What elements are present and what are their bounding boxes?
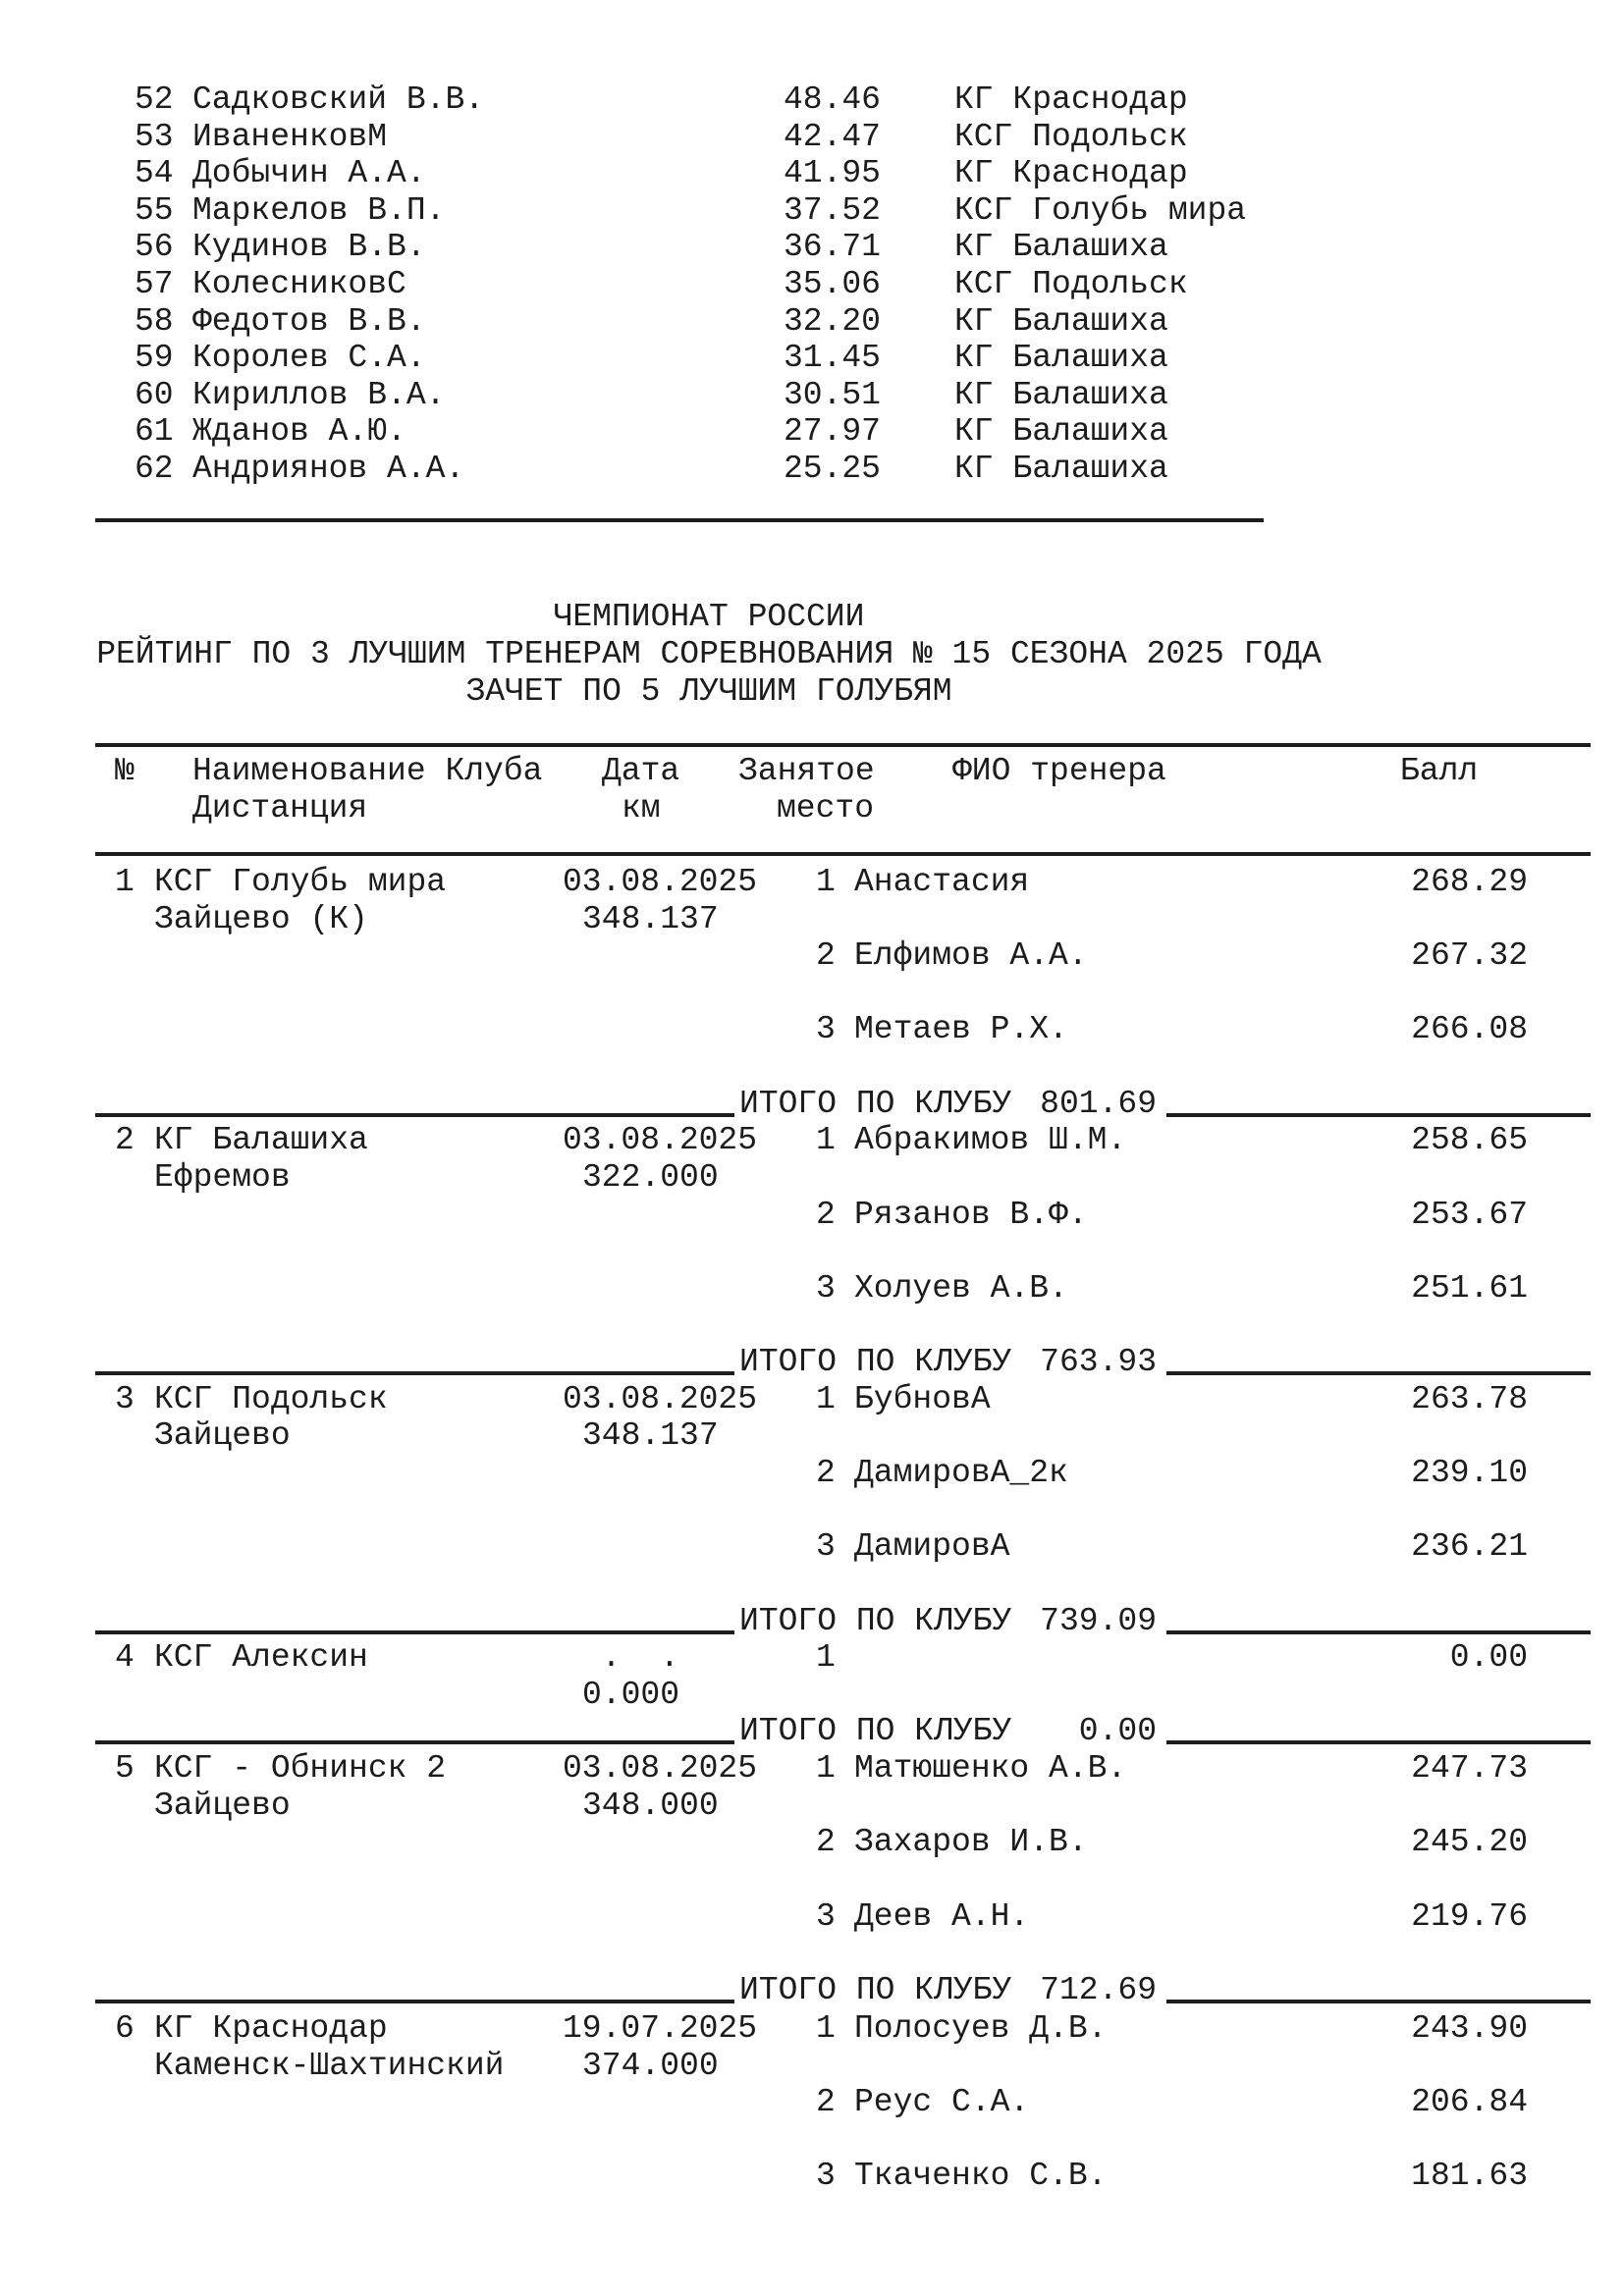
rating-title: РЕЙТИНГ ПО 3 ЛУЧШИМ ТРЕНЕРАМ СОРЕВНОВАНИЯ № 15 СЕЗОНА 2025 ГОДА xyxy=(96,636,1322,672)
ranking-row xyxy=(0,303,1624,341)
header-trainer: ФИО тренера xyxy=(952,753,1166,789)
trainer-score: 236.21 xyxy=(1411,1528,1528,1565)
trainer-name: Полосуев Д.В. xyxy=(854,2010,1108,2047)
club-location: Ефремов xyxy=(154,1159,291,1196)
ranking-club: КСГ Голубь мира xyxy=(954,192,1247,229)
club-row xyxy=(0,1122,1624,1159)
trainer-score: 243.90 xyxy=(1411,2010,1528,2047)
ranking-score: 25.25 xyxy=(783,451,881,487)
club-name: КГ Краснодар xyxy=(154,2010,388,2047)
club-row-2 xyxy=(0,1417,1624,1455)
ranking-score: 35.06 xyxy=(783,266,881,302)
trainer-score: 253.67 xyxy=(1411,1197,1528,1233)
trainer-place: 3 xyxy=(816,1528,836,1565)
club-name: КСГ Подольск xyxy=(154,1381,388,1417)
ranking-score: 42.47 xyxy=(783,119,881,155)
club-row xyxy=(0,1750,1624,1788)
club-date: 19.07.2025 xyxy=(563,2010,758,2047)
trainer-row xyxy=(0,2084,1624,2121)
ranking-club: КСГ Подольск xyxy=(954,119,1188,155)
ranking-row xyxy=(0,81,1624,119)
trainer-name: Захаров И.В. xyxy=(854,1824,1088,1860)
trainer-row xyxy=(0,1270,1624,1308)
trainer-score: 245.20 xyxy=(1411,1824,1528,1860)
ranking-name: КолесниковС xyxy=(192,266,406,302)
club-location: Каменск-Шахтинский xyxy=(154,2048,505,2084)
club-distance: 374.000 xyxy=(582,2048,719,2084)
ranking-rank: 52 xyxy=(135,81,174,118)
club-name: КСГ Алексин xyxy=(154,1639,368,1676)
trainer-row xyxy=(0,937,1624,975)
trainer-name: Абракимов Ш.М. xyxy=(854,1122,1127,1158)
club-date: 03.08.2025 xyxy=(563,1381,758,1417)
club-name: КСГ Голубь мира xyxy=(154,864,447,900)
ranking-row xyxy=(0,229,1624,266)
club-total-label: ИТОГО ПО КЛУБУ xyxy=(739,1086,1012,1122)
trainer-place: 2 xyxy=(816,1455,836,1491)
trainer-place: 2 xyxy=(816,1197,836,1233)
ranking-row xyxy=(0,340,1624,377)
trainer-score: 263.78 xyxy=(1411,1381,1528,1417)
header-club-name: Наименование Клуба xyxy=(192,753,543,789)
trainer-place: 1 xyxy=(816,2010,836,2047)
club-location: Зайцево xyxy=(154,1417,291,1454)
trainer-row xyxy=(0,1197,1624,1234)
ranking-row xyxy=(0,119,1624,156)
ranking-score: 27.97 xyxy=(783,413,881,450)
club-distance: 322.000 xyxy=(582,1159,719,1196)
trainer-name: Метаев Р.Х. xyxy=(854,1011,1068,1047)
ranking-score: 32.20 xyxy=(783,303,881,340)
ranking-name: ИваненковМ xyxy=(192,119,388,155)
club-row xyxy=(0,864,1624,901)
trainer-score: 267.32 xyxy=(1411,937,1528,974)
ranking-score: 41.95 xyxy=(783,155,881,191)
trainer-name: Реус С.А. xyxy=(854,2084,1030,2120)
trainer-score: 268.29 xyxy=(1411,864,1528,900)
trainer-name: Анастасия xyxy=(854,864,1030,900)
club-number: 3 xyxy=(115,1381,135,1417)
trainer-score: 239.10 xyxy=(1411,1455,1528,1491)
club-number: 1 xyxy=(115,864,135,900)
ranking-name: Жданов А.Ю. xyxy=(192,413,406,450)
ranking-name: Королев С.А. xyxy=(192,340,426,376)
header-date: Дата xyxy=(602,753,680,789)
club-row xyxy=(0,1381,1624,1418)
ranking-name: Федотов В.В. xyxy=(192,303,426,340)
club-row xyxy=(0,1639,1624,1677)
trainer-score: 181.63 xyxy=(1411,2158,1528,2194)
trainer-row xyxy=(0,1898,1624,1936)
club-number: 2 xyxy=(115,1122,135,1158)
header-seat: место xyxy=(777,790,875,827)
trainer-score: 0.00 xyxy=(1449,1639,1528,1676)
club-total-label: ИТОГО ПО КЛУБУ xyxy=(739,1972,1012,2008)
club-total-value: 763.93 xyxy=(1040,1344,1157,1380)
club-total-underline-right xyxy=(1166,2000,1591,2003)
club-date: 03.08.2025 xyxy=(563,1750,758,1787)
trainer-place: 2 xyxy=(816,2084,836,2120)
ranking-rank: 57 xyxy=(135,266,174,302)
ranking-rank: 58 xyxy=(135,303,174,340)
club-date: 03.08.2025 xyxy=(563,1122,758,1158)
club-row-2 xyxy=(0,1677,1624,1714)
club-total-row xyxy=(0,1086,1624,1123)
trainer-place: 2 xyxy=(816,1824,836,1860)
ranking-rank: 59 xyxy=(135,340,174,376)
trainer-name: БубновА xyxy=(854,1381,991,1417)
trainer-row xyxy=(0,2158,1624,2195)
club-row-2 xyxy=(0,2048,1624,2085)
club-total-underline-left xyxy=(95,1740,734,1744)
club-total-underline-left xyxy=(95,1630,734,1634)
header-distance: Дистанция xyxy=(192,790,368,827)
ranking-score: 36.71 xyxy=(783,229,881,265)
trainer-row xyxy=(0,1011,1624,1048)
club-total-value: 712.69 xyxy=(1040,1972,1157,2008)
club-date: . . xyxy=(563,1639,679,1676)
club-total-label: ИТОГО ПО КЛУБУ xyxy=(739,1713,1012,1749)
trainer-name: Рязанов В.Ф. xyxy=(854,1197,1088,1233)
trainer-score: 247.73 xyxy=(1411,1750,1528,1787)
trainer-place: 1 xyxy=(816,1750,836,1787)
trainer-score: 266.08 xyxy=(1411,1011,1528,1047)
ranking-row xyxy=(0,266,1624,303)
ranking-rank: 62 xyxy=(135,451,174,487)
header-km: км xyxy=(622,790,661,827)
ranking-club: КГ Балашиха xyxy=(954,413,1168,450)
ranking-score: 31.45 xyxy=(783,340,881,376)
trainer-name: ДамировА xyxy=(854,1528,1010,1565)
ranking-name: Кудинов В.В. xyxy=(192,229,426,265)
trainer-row xyxy=(0,1455,1624,1492)
trainer-place: 3 xyxy=(816,2158,836,2194)
trainer-name: Матюшенко А.В. xyxy=(854,1750,1127,1787)
club-distance: 348.137 xyxy=(582,1417,719,1454)
ranking-row xyxy=(0,451,1624,488)
club-total-underline-right xyxy=(1166,1740,1591,1744)
club-row-2 xyxy=(0,1788,1624,1825)
table-header-row-2 xyxy=(0,790,1624,828)
trainer-place: 1 xyxy=(816,864,836,900)
club-number: 5 xyxy=(115,1750,135,1787)
ranking-club: КГ Балашиха xyxy=(954,303,1168,340)
trainer-place: 2 xyxy=(816,937,836,974)
ranking-rank: 54 xyxy=(135,155,174,191)
table-header-rule xyxy=(95,852,1591,856)
ranking-club: КГ Балашиха xyxy=(954,229,1168,265)
ranking-rank: 56 xyxy=(135,229,174,265)
club-row-2 xyxy=(0,1159,1624,1197)
ranking-score: 48.46 xyxy=(783,81,881,118)
ranking-club: КГ Балашиха xyxy=(954,377,1168,413)
club-total-underline-left xyxy=(95,1371,734,1375)
club-total-value: 801.69 xyxy=(1040,1086,1157,1122)
ranking-score: 30.51 xyxy=(783,377,881,413)
club-total-value: 739.09 xyxy=(1040,1603,1157,1639)
club-total-underline-right xyxy=(1166,1113,1591,1117)
club-total-underline-left xyxy=(95,1113,734,1117)
trainer-score: 258.65 xyxy=(1411,1122,1528,1158)
club-row-2 xyxy=(0,901,1624,938)
club-total-underline-left xyxy=(95,2000,734,2003)
club-row xyxy=(0,2010,1624,2048)
club-date: 03.08.2025 xyxy=(563,864,758,900)
scoring-subtitle: ЗАЧЕТ ПО 5 ЛУЧШИМ ГОЛУБЯМ xyxy=(465,673,952,710)
club-total-label: ИТОГО ПО КЛУБУ xyxy=(739,1344,1012,1380)
ranking-row xyxy=(0,377,1624,414)
club-distance: 348.137 xyxy=(582,901,719,937)
trainer-name: ДамировА_2к xyxy=(854,1455,1068,1491)
club-distance: 348.000 xyxy=(582,1788,719,1824)
ranking-name: Садковский В.В. xyxy=(192,81,485,118)
championship-title: ЧЕМПИОНАТ РОССИИ xyxy=(553,599,865,635)
trainer-place: 1 xyxy=(816,1122,836,1158)
club-total-value: 0.00 xyxy=(1078,1713,1157,1749)
club-number: 6 xyxy=(115,2010,135,2047)
ranking-club: КГ Балашиха xyxy=(954,451,1168,487)
header-num: № xyxy=(115,753,135,789)
ranking-rank: 61 xyxy=(135,413,174,450)
trainer-score: 206.84 xyxy=(1411,2084,1528,2120)
club-number: 4 xyxy=(115,1639,135,1676)
ranking-rank: 53 xyxy=(135,119,174,155)
table-header-row-1 xyxy=(0,753,1624,790)
ranking-score: 37.52 xyxy=(783,192,881,229)
club-total-row xyxy=(0,1972,1624,2009)
club-total-row xyxy=(0,1713,1624,1750)
club-total-row xyxy=(0,1603,1624,1640)
ranking-row xyxy=(0,155,1624,192)
header-score: Балл xyxy=(1400,753,1479,789)
ranking-rank: 55 xyxy=(135,192,174,229)
trainer-name: Елфимов А.А. xyxy=(854,937,1088,974)
club-total-underline-right xyxy=(1166,1371,1591,1375)
club-name: КГ Балашиха xyxy=(154,1122,368,1158)
club-location: Зайцево xyxy=(154,1788,291,1824)
trainer-row xyxy=(0,1528,1624,1566)
trainer-score: 251.61 xyxy=(1411,1270,1528,1307)
ranking-row xyxy=(0,192,1624,230)
section-divider xyxy=(95,518,1264,522)
ranking-rank: 60 xyxy=(135,377,174,413)
trainer-name: Холуев А.В. xyxy=(854,1270,1068,1307)
trainer-score: 219.76 xyxy=(1411,1898,1528,1935)
trainer-name: Деев А.Н. xyxy=(854,1898,1030,1935)
ranking-name: Кириллов В.А. xyxy=(192,377,446,413)
trainer-row xyxy=(0,1824,1624,1861)
ranking-club: КГ Краснодар xyxy=(954,81,1188,118)
club-total-label: ИТОГО ПО КЛУБУ xyxy=(739,1603,1012,1639)
header-place: Занятое xyxy=(738,753,875,789)
table-top-rule xyxy=(95,743,1591,747)
ranking-row xyxy=(0,413,1624,451)
trainer-place: 1 xyxy=(816,1381,836,1417)
club-total-row xyxy=(0,1344,1624,1381)
club-location: Зайцево (К) xyxy=(154,901,368,937)
trainer-place: 3 xyxy=(816,1898,836,1935)
ranking-name: Маркелов В.П. xyxy=(192,192,446,229)
trainer-place: 3 xyxy=(816,1270,836,1307)
trainer-place: 3 xyxy=(816,1011,836,1047)
ranking-club: КГ Краснодар xyxy=(954,155,1188,191)
ranking-name: Добычин А.А. xyxy=(192,155,426,191)
club-name: КСГ - Обнинск 2 xyxy=(154,1750,447,1787)
ranking-club: КСГ Подольск xyxy=(954,266,1188,302)
ranking-name: Андриянов А.А. xyxy=(192,451,465,487)
club-distance: 0.000 xyxy=(582,1677,680,1713)
trainer-place: 1 xyxy=(816,1639,836,1676)
club-total-underline-right xyxy=(1166,1630,1591,1634)
trainer-name: Ткаченко С.В. xyxy=(854,2158,1108,2194)
ranking-club: КГ Балашиха xyxy=(954,340,1168,376)
